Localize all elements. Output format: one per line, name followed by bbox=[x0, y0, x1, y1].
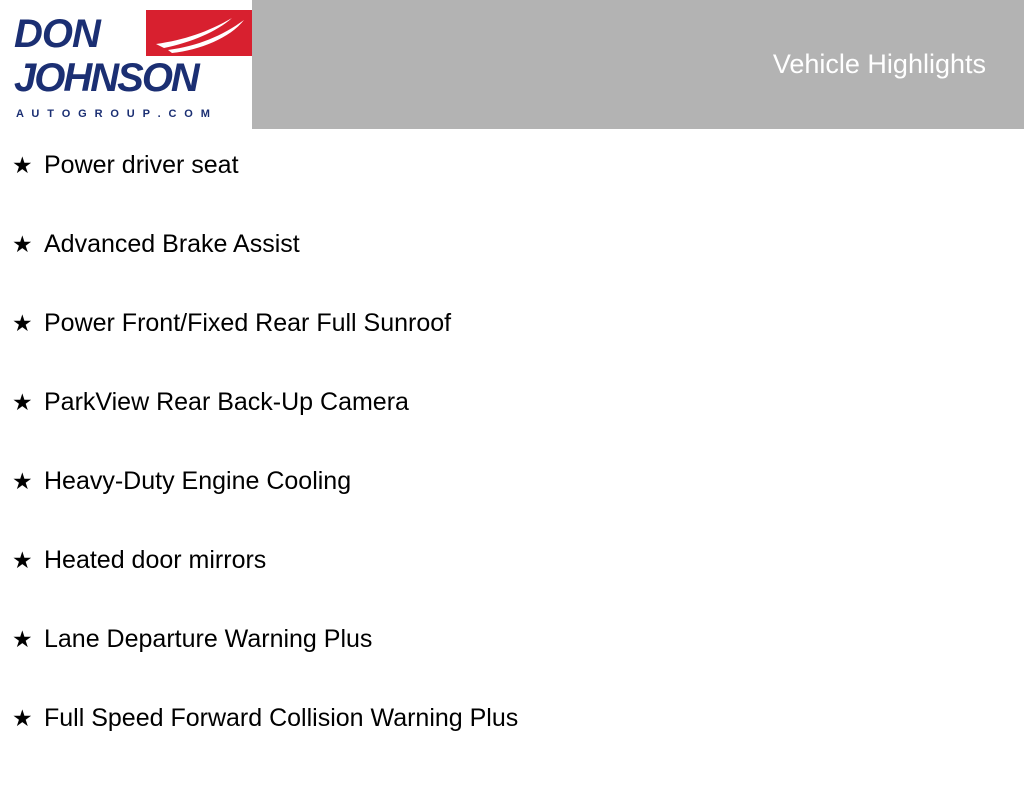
star-icon: ★ bbox=[12, 705, 33, 731]
list-item bbox=[0, 232, 1024, 311]
logo-line-2: JOHNSON bbox=[14, 56, 198, 100]
dealer-logo bbox=[0, 0, 252, 129]
list-item bbox=[0, 627, 1024, 706]
list-item-label: Heated door mirrors bbox=[44, 546, 267, 574]
list-item bbox=[0, 153, 1024, 232]
page-content bbox=[0, 129, 1024, 785]
star-icon: ★ bbox=[12, 389, 33, 415]
list-item bbox=[0, 548, 1024, 627]
list-item bbox=[0, 469, 1024, 548]
star-icon: ★ bbox=[12, 152, 33, 178]
logo-tagline: A U T O G R O U P . C O M bbox=[16, 108, 213, 120]
list-item-label: Power driver seat bbox=[44, 151, 239, 179]
dealer-logo-inner bbox=[14, 8, 252, 122]
star-icon: ★ bbox=[12, 310, 33, 336]
logo-line-1: DON bbox=[14, 12, 100, 56]
list-item-label: ParkView Rear Back-Up Camera bbox=[44, 388, 409, 416]
list-item-label: Advanced Brake Assist bbox=[44, 230, 300, 258]
star-icon: ★ bbox=[12, 547, 33, 573]
list-item bbox=[0, 706, 1024, 785]
page-title: Vehicle Highlights bbox=[772, 49, 986, 79]
logo-swoosh-icon bbox=[146, 10, 252, 56]
star-icon: ★ bbox=[12, 231, 33, 257]
list-item-label: Full Speed Forward Collision Warning Plus bbox=[44, 704, 519, 732]
list-item-label: Lane Departure Warning Plus bbox=[44, 625, 373, 653]
list-item-label: Power Front/Fixed Rear Full Sunroof bbox=[44, 309, 452, 337]
list-item bbox=[0, 390, 1024, 469]
star-icon: ★ bbox=[12, 468, 33, 494]
star-icon: ★ bbox=[12, 626, 33, 652]
list-item bbox=[0, 311, 1024, 390]
vehicle-highlights-list bbox=[0, 129, 1024, 785]
page-header bbox=[0, 0, 1024, 129]
list-item-label: Heavy-Duty Engine Cooling bbox=[44, 467, 352, 495]
